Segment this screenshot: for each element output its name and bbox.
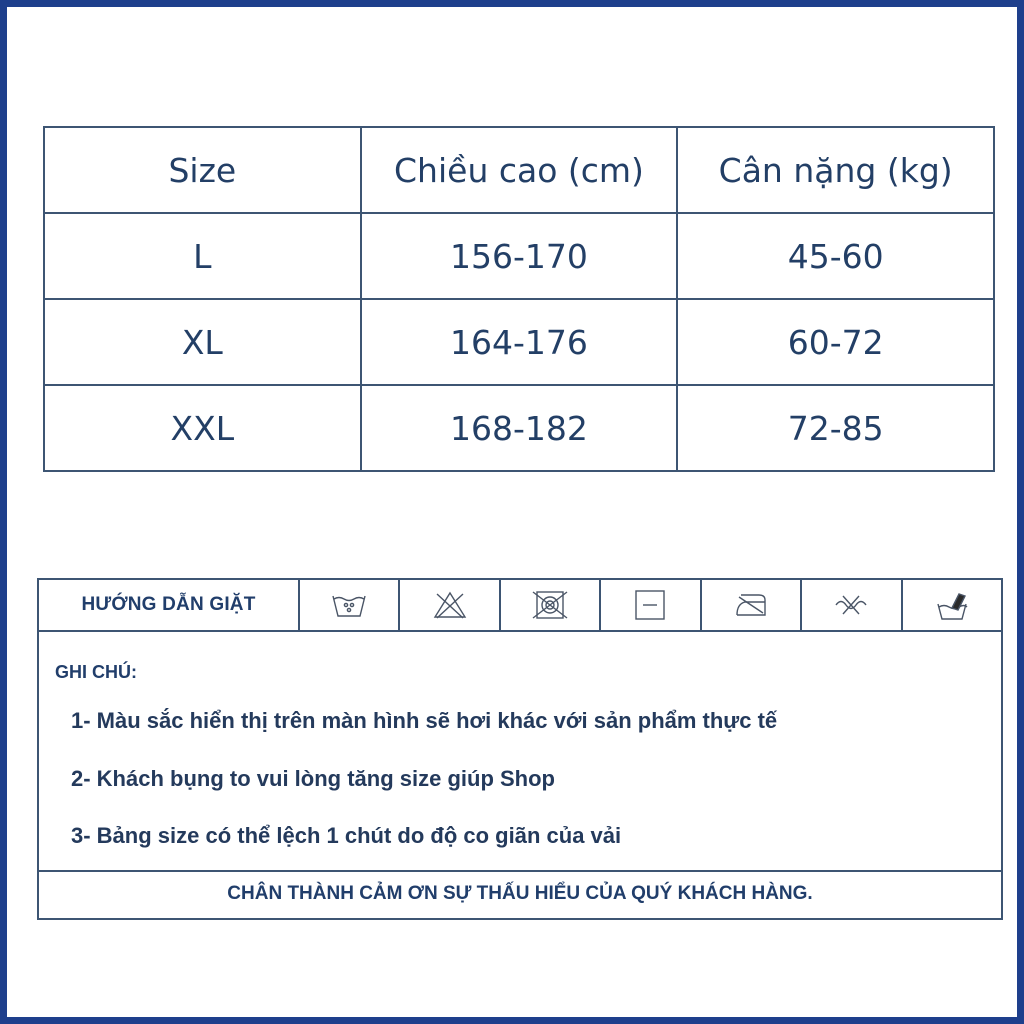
size-cell: XXL — [44, 385, 361, 471]
care-icon-cell — [601, 580, 701, 630]
care-icon-cell — [802, 580, 902, 630]
header-weight: Cân nặng (kg) — [677, 127, 994, 213]
iron-low-icon — [731, 588, 771, 622]
wash-30-icon — [329, 588, 369, 622]
no-dry-clean-icon — [831, 588, 871, 622]
no-tumble-dry-icon — [530, 588, 570, 622]
no-bleach-icon — [430, 588, 470, 622]
size-table — [43, 126, 995, 472]
table-row — [44, 385, 994, 471]
size-cell: XL — [44, 299, 361, 385]
weight-cell: 60-72 — [677, 299, 994, 385]
height-cell: 164-176 — [361, 299, 678, 385]
height-cell: 168-182 — [361, 385, 678, 471]
care-section — [37, 578, 1003, 920]
dry-flat-icon — [630, 588, 670, 622]
note-item: 3- Bảng size có thể lệch 1 chút do độ co giãn của vải — [71, 823, 622, 848]
header-size: Size — [44, 127, 361, 213]
size-table-header-row — [44, 127, 994, 213]
care-title: HƯỚNG DẪN GIẶT — [39, 580, 300, 630]
thanks-message: CHÂN THÀNH CẢM ƠN SỰ THẤU HIỂU CỦA QUÝ KHÁCH HÀNG. — [227, 883, 813, 904]
care-icon-cell — [903, 580, 1001, 630]
care-instructions-row — [39, 580, 1001, 632]
weight-cell: 72-85 — [677, 385, 994, 471]
notes-title: GHI CHÚ: — [55, 662, 137, 682]
note-item: 1- Màu sắc hiển thị trên màn hình sẽ hơi khác với sản phẩm thực tế — [71, 708, 778, 733]
table-row — [44, 213, 994, 299]
note-item: 2- Khách bụng to vui lòng tăng size giúp Shop — [71, 766, 555, 791]
care-icon-cell — [501, 580, 601, 630]
table-row — [44, 299, 994, 385]
size-cell: L — [44, 213, 361, 299]
care-icon-cell — [300, 580, 400, 630]
hand-wash-icon — [932, 588, 972, 622]
care-icon-cell — [702, 580, 802, 630]
care-icon-cell — [400, 580, 500, 630]
height-cell: 156-170 — [361, 213, 678, 299]
notes-section — [39, 632, 1001, 872]
weight-cell: 45-60 — [677, 213, 994, 299]
header-height: Chiều cao (cm) — [361, 127, 678, 213]
